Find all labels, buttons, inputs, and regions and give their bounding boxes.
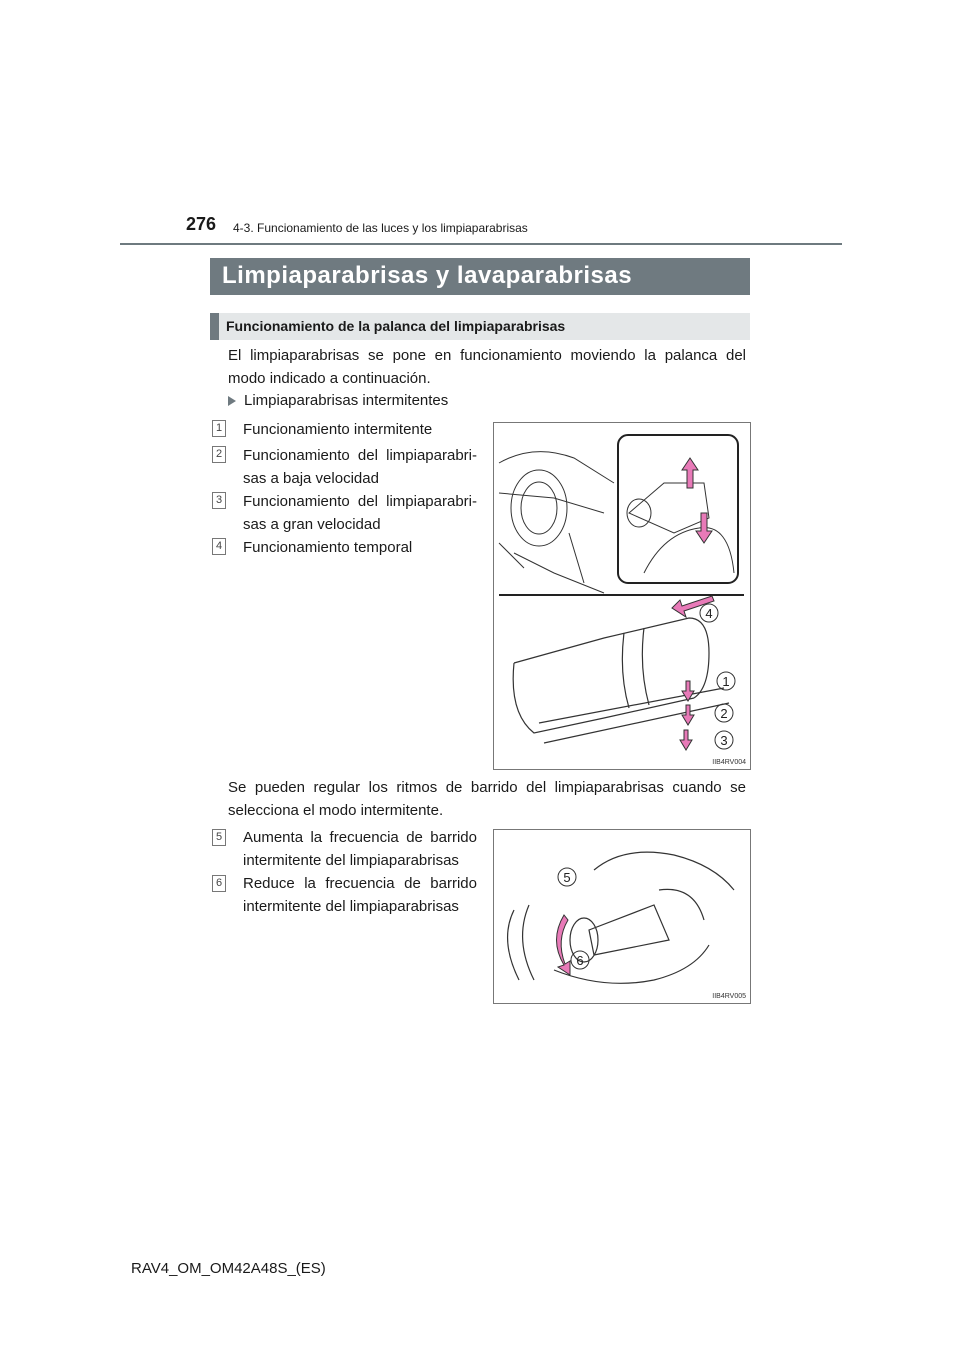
- callout-4: 4: [705, 606, 713, 621]
- wiper-frequency-illustration: [494, 830, 750, 1003]
- subheading-accent: [210, 313, 219, 340]
- wiper-frequency-figure: [493, 829, 751, 1004]
- intro-paragraph: El limpiaparabrisas se pone en funcionamiento moviendo la palanca del modo indicado a continuación.: [228, 347, 746, 387]
- document-footer: RAV4_OM_OM42A48S_(ES): [131, 1260, 326, 1277]
- callout-3: 3: [720, 733, 728, 748]
- callout-2: 2: [720, 706, 728, 721]
- callout-1: 1: [722, 674, 730, 689]
- callout-5: 5: [563, 870, 571, 885]
- figure-code: IIB4RV005: [712, 993, 746, 1000]
- list-item: Funcionamiento intermitente: [243, 421, 433, 438]
- list-item: Aumenta la frecuencia de barrido intermitente del limpiaparabrisas: [243, 829, 477, 869]
- page-title: Limpiaparabrisas y lavaparabrisas: [222, 262, 633, 289]
- wiper-lever-figure: [493, 422, 751, 770]
- list-item: Funcionamiento del limpiaparabrisas a baja velocidad: [243, 447, 477, 487]
- item-number: 5: [212, 829, 226, 846]
- item-number: 4: [212, 538, 226, 555]
- list-item: Reduce la frecuencia de barrido intermitente del limpiaparabrisas: [243, 875, 477, 915]
- down-arrow-icon: [682, 705, 694, 725]
- bullet-label: Limpiaparabrisas intermitentes: [244, 392, 449, 409]
- item-number: 6: [212, 875, 226, 892]
- figure-code: IIB4RV004: [712, 759, 746, 766]
- item-number: 1: [212, 420, 226, 437]
- rotate-arrow-icon: [557, 915, 571, 975]
- wiper-lever-illustration: [494, 423, 750, 769]
- subheading-bar: [210, 313, 750, 340]
- title-bar: [210, 258, 750, 295]
- item-number: 2: [212, 446, 226, 463]
- item-number: 3: [212, 492, 226, 509]
- subheading: Funcionamiento de la palanca del limpiaparabrisas: [226, 318, 566, 334]
- list-item: Funcionamiento temporal: [243, 539, 413, 556]
- callout-6: 6: [576, 953, 584, 968]
- down-arrow-icon: [680, 730, 692, 750]
- page-number: 276: [186, 214, 217, 234]
- bullet-item: [228, 392, 448, 409]
- section-header: 4-3. Funcionamiento de las luces y los limpiaparabrisas: [233, 221, 528, 235]
- triangle-bullet-icon: [228, 396, 236, 406]
- intermittent-paragraph: Se pueden regular los ritmos de barrido del limpiaparabrisas cuando se selecciona el modo intermitente.: [228, 779, 746, 819]
- list-item: Funcionamiento del limpiaparabrisas a gran velocidad: [243, 493, 477, 533]
- header-rule: [120, 243, 842, 245]
